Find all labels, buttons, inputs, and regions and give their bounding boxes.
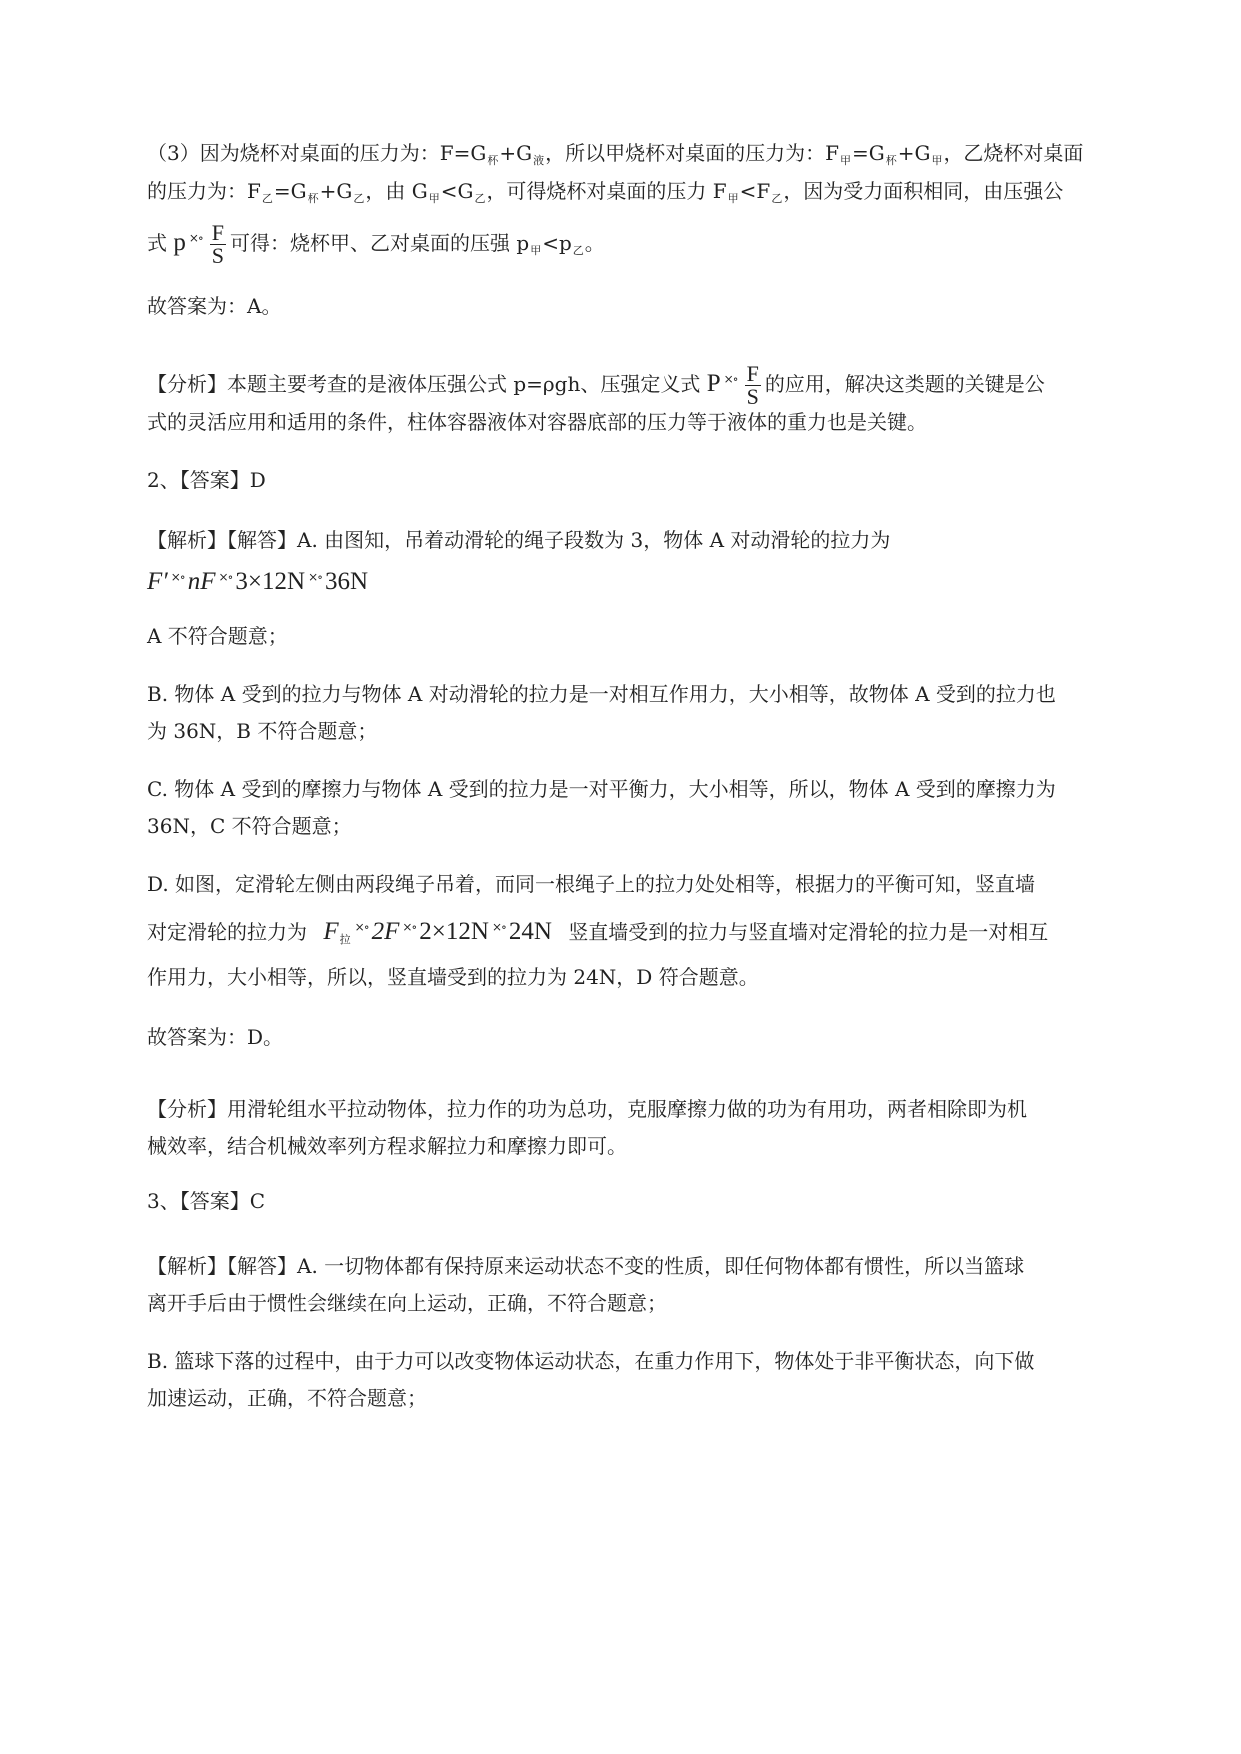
q2-a-equation: F′ ×∘ nF ×∘ 3×12N ×∘ 36N — [147, 568, 369, 595]
q2-d-line-3: 作用力，大小相等，所以，竖直墙受到的拉力为 24N，D 符合题意。 — [147, 965, 759, 989]
q2-a-line-1: 【解析】【解答】A. 由图知，吊着动滑轮的绳子段数为 3，物体 A 对动滑轮的拉力为 — [147, 528, 891, 552]
q2-b-line-2: 为 36N，B 不符合题意； — [147, 719, 378, 743]
analysis-2-line-1: 【分析】用滑轮组水平拉动物体，拉力作的功为总功，克服摩擦力做的功为有用功，两者相除即为机 — [147, 1097, 1027, 1121]
q3-a-line-1: 【解析】【解答】A. 一切物体都有保持原来运动状态不变的性质，即任何物体都有惯性，所以当篮球 — [147, 1254, 1025, 1278]
answer-1: 故答案为：A。 — [147, 294, 282, 318]
q2-d-line-1: D. 如图，定滑轮左侧由两段绳子吊着，而同一根绳子上的拉力处处相等，根据力的平衡可知，竖直墙 — [147, 872, 1036, 896]
equation-mark: ×∘ — [723, 372, 738, 386]
equation-mark: ×∘ — [188, 231, 203, 245]
pressure-formula-symbol: p — [173, 229, 186, 256]
para-3-line-3: 式 p ×∘ $\frac{F}{S}$ 可得：烧杯甲、乙对桌面的压强 $p_甲<p_乙$。 — [147, 220, 605, 268]
q3-b-line-2: 加速运动，正确，不符合题意； — [147, 1386, 427, 1410]
analysis-1-line-1: 【分析】本题主要考查的是液体压强公式 p=ρgh、压强定义式 P ×∘ $\frac{F}{S}$ 的应用，解决这类题的关键是公 — [147, 361, 1045, 409]
q2-heading: 2、【答案】D — [147, 468, 266, 492]
q2-b-line-1: B. 物体 A 受到的拉力与物体 A 对动滑轮的拉力是一对相互作用力，大小相等，故物体 A 受到的拉力也 — [147, 682, 1056, 706]
pressure-definition-symbol: P — [706, 370, 721, 397]
q3-heading: 3、【答案】C — [147, 1189, 266, 1213]
q3-b-line-1: B. 篮球下落的过程中，由于力可以改变物体运动状态，在重力作用下，物体处于非平衡状态，向下做 — [147, 1349, 1035, 1373]
pressure-formula-fraction: $\frac{F}{S}$ — [211, 220, 225, 268]
q2-a-line-3: A 不符合题意； — [147, 624, 288, 648]
q3-a-line-2: 离开手后由于惯性会继续在向上运动，正确，不符合题意； — [147, 1291, 667, 1315]
para-3-line-1: （3）因为烧杯对桌面的压力为：$F=G_杯+G_液$，所以甲烧杯对桌面的压力为：$F_甲=G_杯+G_甲$，乙烧杯对桌面 — [147, 141, 1084, 167]
analysis-2-line-2: 械效率，结合机械效率列方程求解拉力和摩擦力即可。 — [147, 1134, 627, 1158]
answer-2: 故答案为：D。 — [147, 1025, 284, 1049]
pressure-definition-fraction: $\frac{F}{S}$ — [746, 361, 759, 409]
q2-c-line-2: 36N，C 不符合题意； — [147, 814, 352, 838]
q2-d-line-2: 对定滑轮的拉力为 $F_拉^{\times\circ}$ 2F ×∘ 2×12N ×∘ 24N 竖直墙受到的拉力与竖直墙对定滑轮的拉力是一对相互 — [147, 918, 1049, 946]
q2-c-line-1: C. 物体 A 受到的摩擦力与物体 A 受到的拉力是一对平衡力，大小相等，所以，物体 A 受到的摩擦力为 — [147, 777, 1056, 801]
para-3-line-2: 的压力为：$F_乙=G_杯+G_乙$，由 $G_甲<G_乙$，可得烧杯对桌面的压力 $F_甲<F_乙$，因为受力面积相同，由压强公 — [147, 179, 1064, 205]
analysis-1-line-2: 式的灵活应用和适用的条件，柱体容器液体对容器底部的压力等于液体的重力也是关键。 — [147, 410, 927, 434]
